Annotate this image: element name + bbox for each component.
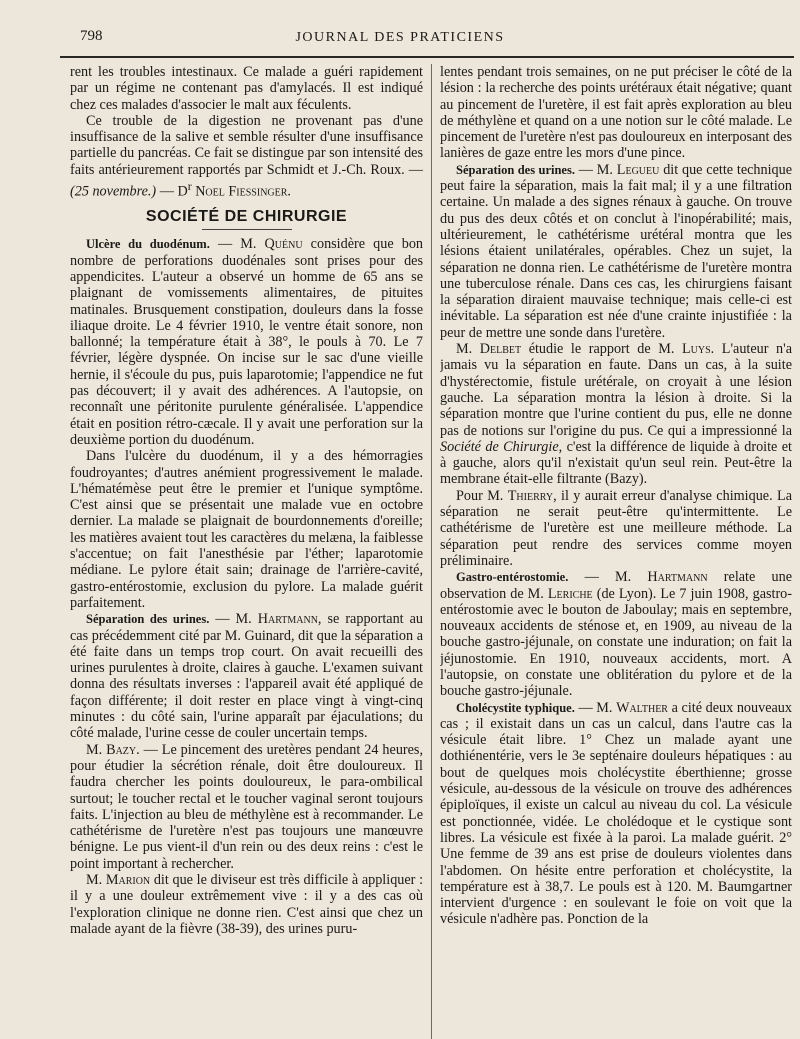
- paragraph-digestion: [70, 113, 423, 200]
- section-title-rule: [202, 229, 292, 230]
- paragraph-hemorragies: Dans l'ulcère du duodénum, il y a des hémorragies foudroyantes; d'autres anémient progressivement le malade. L'hématémèse peut être le premier et l'unique symptôme. C'est ainsi que se présentait une malade vue en octobre dernier. La malade se plaignait de bourdonnements d'oreille; les matières avaient tout les caractères du melæna, la faiblesse s'accentue; on fait l'anesthésie par l'éther; laparotomie médiane. Le pylore était sain; drainage de l'arrière-cavité, gastro-entérostomie, exclusion du pylore. La malade guérit parfaitement.: [70, 448, 423, 611]
- subsection-cholecystite: [440, 700, 792, 928]
- paragraph-text: a cité deux nouveaux cas ; il existait dans un cas un calcul, dans l'autre cas la vésicule était libre. 1° Chez un malade ayant une dothiénentérie, vers le 3e septénaire douleurs hépatiques : au bout de quelques mois cholécystite éberthienne; grosse vésicule, au-dessous de la vésicule on trouve des adhérences épiploïques, il existe un calcul au niveau du col. La vésicule est ponctionnée, vidée. Le cholédoque et le cystique sont libres. La vésicule est fixée à la paroi. La malade guérit. 2° Une femme de 39 ans est prise de douleurs violentes dans l'abdomen. On hésite entre perforation et cholécystite, la température est à 38,7. Le pouls est à 120. M. Baumgartner intervient d'urgence : en soulevant le foie on voit que la vésicule n'adhère pas. Ponction de la: [440, 699, 792, 928]
- prefix: M.: [456, 341, 473, 358]
- subsection-heading: Cholécystite typhique.: [456, 700, 575, 715]
- paragraph-continuation: lentes pendant trois semaines, on ne put préciser le côté de la lésion : la recherche des points urétéraux était négative; quant au pincement de l'uretère, il est fait après exploration au bleu de méthylène et quand on a une notion sur le côté malade. Le pincement de l'uretère n'est pas douloureux en interposant des lanières de gaze entre les mors d'une pince.: [440, 64, 792, 162]
- dash: — M.: [215, 611, 252, 628]
- subsection-gastro: [440, 569, 792, 699]
- dash: — M.: [217, 236, 257, 253]
- dash: — M.: [578, 699, 613, 716]
- paragraph-text: dit que cette technique peut faire la séparation, mais la fait mal; il y a une filtration certaine. Un malade a des signes rénaux à gauche. On trouve du pus des deux côtés et on conclut à l'inopérabilité; mais, ultérieurement, le cathétérisme urétéral montra que les lésions étaient unilatérales, opérables. Chez un sujet, la séparation ne donna rien. Le cathétérisme de l'uretère montra une tuberculose rénale. Dans ces cas, les chirurgiens faisant la séparation diraient mauvaise technique; mais celle-ci est inévitable. La séparation est née d'une crainte injustifiée : la peur de mettre une sonde dans l'uretère.: [440, 161, 792, 341]
- surgeon-name: Legueu: [616, 161, 660, 178]
- paragraph-delbet: [440, 341, 792, 488]
- paragraph-text: dit que le diviseur est très difficile à appliquer : il y a une douleur extrêmement vive : il y a des cas où l'exploration clinique ne donne rien. C'est ainsi que chez un malade ayant de la fièvre (38-39), des urines puru-: [70, 871, 423, 937]
- prefix: Pour M.: [456, 487, 504, 504]
- journal-title: JOURNAL DES PRATICIENS: [295, 30, 505, 45]
- subsection-heading: Séparation des urines.: [456, 162, 575, 177]
- surgeon-name: Hartmann,: [257, 611, 322, 628]
- paragraph-text: relate une observation de M.: [440, 569, 792, 602]
- subsection-separation-2: [440, 162, 792, 341]
- italic-society: Société de Chirurgie,: [440, 438, 563, 455]
- prefix: M.: [86, 871, 103, 888]
- subsection-separation-1: [70, 611, 423, 741]
- surgeon-name: Luys.: [682, 341, 715, 358]
- paragraph-text: c'est la différence de liquide à droite et à gauche, alors qu'il n'existait qu'un seul rein. Peut-être la membrane était-elle filtrante (Bazy).: [440, 438, 792, 488]
- date-note: (25 novembre.): [70, 183, 157, 200]
- page-number: 798: [80, 28, 103, 44]
- surgeon-name: Bazy.: [106, 741, 140, 758]
- paragraph-text: — Le pincement des uretères pendant 24 heures, pour étudier la sécrétion rénale, doit être douloureux. Il faudra chercher les points douloureux, le para-ombilical surtout; le toucher rectal et le toucher vaginal seront toujours faits. L'injection au bleu de méthylène est à recommander. Le cathétérisme de l'uretère n'est pas toujours une manœuvre bénigne. Le pus vient-il d'un rein ou des deux reins : c'est le point important à rechercher.: [70, 741, 423, 872]
- prefix: M.: [86, 741, 103, 758]
- author-signature: Noel Fiessinger.: [195, 183, 291, 200]
- subsection-heading: Séparation des urines.: [86, 612, 210, 627]
- paragraph-text: il y aurait erreur d'analyse chimique. La séparation ne serait peut-être qu'intermittente. Le cathétérisme de l'uretère est une meilleure méthode. La séparation peut rendre des services comme moyen préliminaire.: [440, 487, 792, 569]
- paragraph-continuation: rent les troubles intestinaux. Ce malade a guéri rapidement par un régime ne contenant pas d'amylacés. Il est indiqué chez ces malades d'associer le malt aux féculents.: [70, 64, 423, 113]
- subsection-heading: Gastro-entérostomie.: [456, 570, 569, 585]
- section-title-text: SOCIÉTÉ DE CHIRURGIE: [145, 208, 348, 226]
- subsection-ulcere: [70, 236, 423, 448]
- dash: — M.: [584, 569, 632, 586]
- paragraph-text: se rapportant au cas précédemment cité par M. Guinard, dit que la séparation a été faite dans un temps trop court. On avait recueilli des urines purulentes à droite, claires à gauche. L'examen suivant donna des résultats inverses : l'appareil avait été appliqué de façon différente; il doit rester en place vingt à vingt-cinq minutes : du côté sain, l'urine apparaît par éjaculations; du côté malade, l'urine cesse de couler uncertain temps.: [70, 611, 423, 742]
- paragraph-text: L'auteur n'a jamais vu la séparation en faute. Dans un cas, à la suite d'hystérectomie, fistule urétérale, on croyait à une lésion gauche. La séparation montra la lésion à droite. Si la séparation montre que l'urine contient du pus, elle ne donne pas de notions sur l'origine du pus. Ce qui a impressionné la: [440, 341, 792, 439]
- paragraph-thierry: [440, 488, 792, 569]
- paragraph-marion: [70, 872, 423, 937]
- paragraph-text: Ce trouble de la digestion ne provenant pas d'une insuffisance de la salive et semble résulter d'une insuffisance partielle du pancréas. Ce fait se distingue par son intensité des faits antérieurement rapportés par Schmidt et J.-Ch. Roux. —: [70, 112, 423, 178]
- paragraph-bazy: [70, 742, 423, 872]
- left-column: [70, 64, 423, 1039]
- section-title: [70, 209, 423, 230]
- header-rule: [60, 56, 794, 58]
- paragraph-text: considère que bon nombre de perforations duodénales sont prises pour des appendicites. L'auteur a observé un homme de 65 ans se plaignant de vomissements alimentaires, de pituites matinales. Brusquement constipation, douleurs dans la fosse iliaque droite. Le 4 février 1910, le ventre était sonore, non ballonné; la température était à 38°, le pouls à 70. Le 7 février, légère dyspnée. On incise sur le sac d'une vieille hernie, il s'écoule du pus, puis laparotomie; l'appendice ne fut pas découvert; il y avait des adhérences. A l'autopsie, on reconnaît une péritonite purulente généralisée. L'appendice était en position rétro-cæcale. Il y avait une perforation sur la deuxième portion du duodénum.: [70, 236, 423, 448]
- paragraph-text: étudie le rapport de M.: [528, 341, 675, 358]
- surgeon-name: Quénu: [264, 236, 303, 253]
- column-separator: [431, 64, 432, 1039]
- right-column: [440, 64, 792, 1039]
- paragraph-text: (de Lyon). Le 7 juin 1908, gastro-entérostomie avec le bouton de Jaboulay; mais en septembre, nouveaux accidents de sténose et, en 1909, au niveau de la bouche gastro-jéjunale, on constate une induration; on fait la jéjunostomie. En 1910, nouveaux accidents, mort. A l'autopsie, on constate une oblitération du pylore et de la bouche gastro-jéjunale.: [440, 585, 792, 700]
- surgeon-name: Hartmann: [647, 569, 708, 586]
- surgeon-name: Walther: [616, 699, 668, 716]
- surgeon-name: Delbet: [479, 341, 522, 358]
- subsection-heading: Ulcère du duodénum.: [86, 237, 210, 252]
- surgeon-name: Marion: [105, 871, 151, 888]
- surgeon-name: Leriche: [547, 585, 593, 602]
- running-head: [0, 0, 800, 64]
- title-superscript: r: [187, 179, 192, 194]
- dash: — M.: [578, 161, 613, 178]
- surgeon-name: Thierry,: [507, 487, 557, 504]
- dash: — D: [159, 183, 188, 200]
